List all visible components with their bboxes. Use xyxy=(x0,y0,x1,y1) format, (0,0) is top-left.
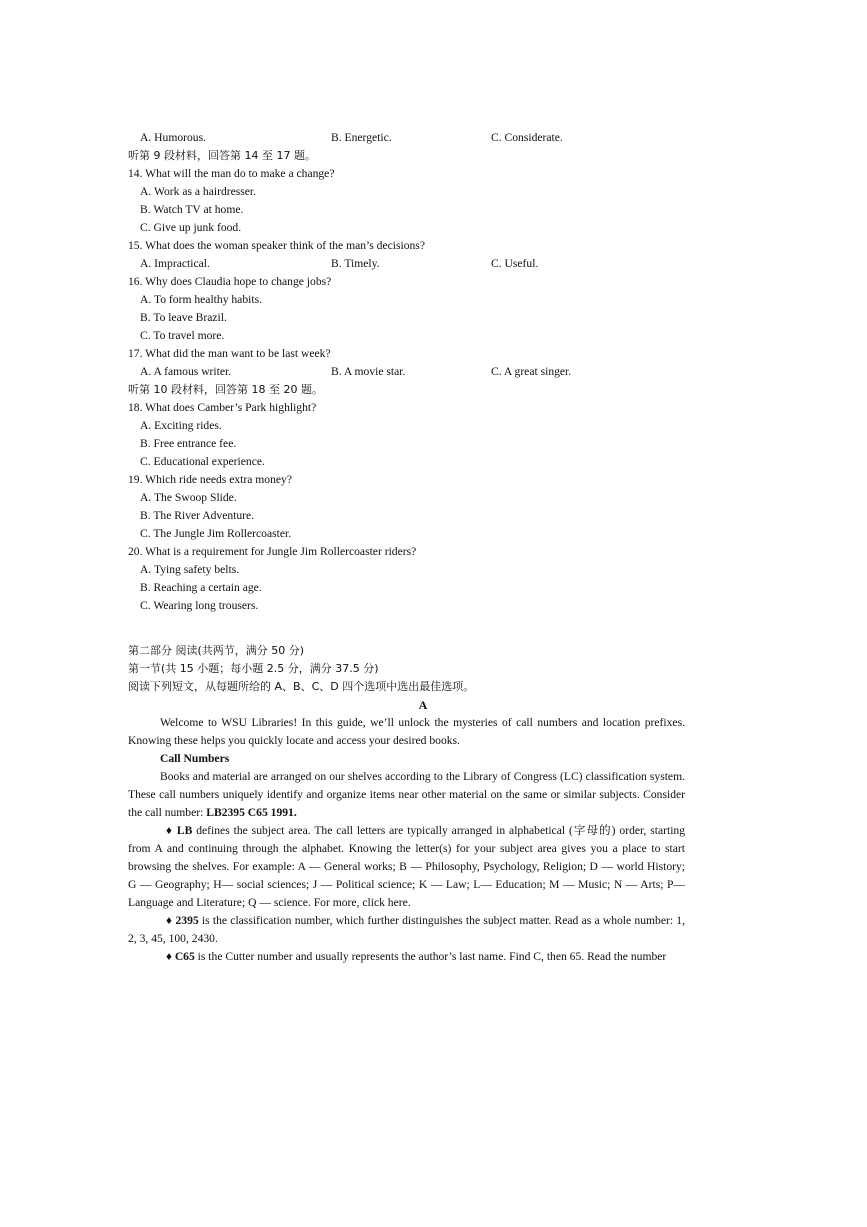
section10-intro: 听第 10 段材料，回答第 18 至 20 题。 xyxy=(128,383,323,396)
q20-option-c: C. Wearing long trousers. xyxy=(140,599,259,612)
q13-option-c: C. Considerate. xyxy=(491,131,563,144)
bullet-classification-number xyxy=(128,912,685,948)
reading-instruction: 阅读下列短文，从每题所给的 A、B、C、D 四个选项中选出最佳选项。 xyxy=(128,680,475,693)
bullet-c65-label: ♦ C65 xyxy=(166,950,195,963)
bullet-2395-text: is the classification number, which further distinguishes the subject matter. Read as a whole number: 1, 2, 3, 45, 100, 2430. xyxy=(128,914,685,945)
q20-option-a: A. Tying safety belts. xyxy=(140,563,240,576)
bullet-lb-text: defines the subject area. The call letters are typically arranged in alphabetical (字母的) order, starting from A and continuing through the alphabet. Knowing the letter(s) for your subject area gives you a place to start browsing the shelves. For example: A — General works; B — Philosophy, Psychology, Religion; D — world History; G — Geography; H— social sciences; J — Political science; K — Law; L— Education; M — Music; N — Arts; P— Language and Literature; Q — science. For more, click here. xyxy=(128,824,686,909)
q14-stem: 14. What will the man do to make a change? xyxy=(128,167,335,180)
q16-option-a: A. To form healthy habits. xyxy=(140,293,262,306)
bullet-2395-label: ♦ 2395 xyxy=(166,914,199,927)
section9-intro: 听第 9 段材料，回答第 14 至 17 题。 xyxy=(128,149,316,162)
q14-option-c: C. Give up junk food. xyxy=(140,221,242,234)
q16-stem: 16. Why does Claudia hope to change jobs? xyxy=(128,275,332,288)
q17-option-c: C. A great singer. xyxy=(491,365,572,378)
bullet-subject-area xyxy=(128,822,685,912)
q20-option-b: B. Reaching a certain age. xyxy=(140,581,262,594)
q19-option-a: A. The Swoop Slide. xyxy=(140,491,237,504)
bullet-cutter-number xyxy=(128,948,685,966)
call-number-example: LB2395 C65 1991. xyxy=(206,806,297,819)
q18-option-a: A. Exciting rides. xyxy=(140,419,222,432)
q15-stem: 15. What does the woman speaker think of the man’s decisions? xyxy=(128,239,425,252)
q18-option-c: C. Educational experience. xyxy=(140,455,265,468)
paragraph-lc-system xyxy=(128,768,685,822)
q17-stem: 17. What did the man want to be last week? xyxy=(128,347,331,360)
paragraph-lc-system-text: Books and material are arranged on our shelves according to the Library of Congress (LC) classification system. These call numbers uniquely identify and organize items near other material on the same or similar subjects. Consider the call number: xyxy=(128,770,685,819)
reading-part-title: 第二部分 阅读(共两节，满分 50 分) xyxy=(128,644,305,657)
q19-stem: 19. Which ride needs extra money? xyxy=(128,473,292,486)
section-heading: Call Numbers xyxy=(160,752,230,765)
bullet-c65-text: is the Cutter number and usually represents the author’s last name. Find C, then 65. Read the number xyxy=(194,950,667,963)
bullet-lb-label: ♦ LB xyxy=(166,824,193,837)
reading-section-title: 第一节(共 15 小题；每小题 2.5 分，满分 37.5 分) xyxy=(128,662,379,675)
q20-stem: 20. What is a requirement for Jungle Jim Rollercoaster riders? xyxy=(128,545,417,558)
q16-option-c: C. To travel more. xyxy=(140,329,225,342)
q19-option-b: B. The River Adventure. xyxy=(140,509,255,522)
passage-intro: Welcome to WSU Libraries! In this guide, we’ll unlock the mysteries of call numbers and location prefixes. Knowing these helps you quickly locate and access your desired books. xyxy=(128,716,685,747)
q14-option-a: A. Work as a hairdresser. xyxy=(140,185,257,198)
passage-label: A xyxy=(418,698,428,712)
q18-option-b: B. Free entrance fee. xyxy=(140,437,237,450)
q15-option-c: C. Useful. xyxy=(491,257,539,270)
q15-option-a: A. Impractical. xyxy=(140,257,210,270)
q17-option-b: B. A movie star. xyxy=(331,365,406,378)
q19-option-c: C. The Jungle Jim Rollercoaster. xyxy=(140,527,292,540)
q13-option-b: B. Energetic. xyxy=(331,131,392,144)
q13-option-a: A. Humorous. xyxy=(140,131,207,144)
q17-option-a: A. A famous writer. xyxy=(140,365,232,378)
q14-option-b: B. Watch TV at home. xyxy=(140,203,244,216)
q18-stem: 18. What does Camber’s Park highlight? xyxy=(128,401,317,414)
q16-option-b: B. To leave Brazil. xyxy=(140,311,227,324)
q15-option-b: B. Timely. xyxy=(331,257,380,270)
